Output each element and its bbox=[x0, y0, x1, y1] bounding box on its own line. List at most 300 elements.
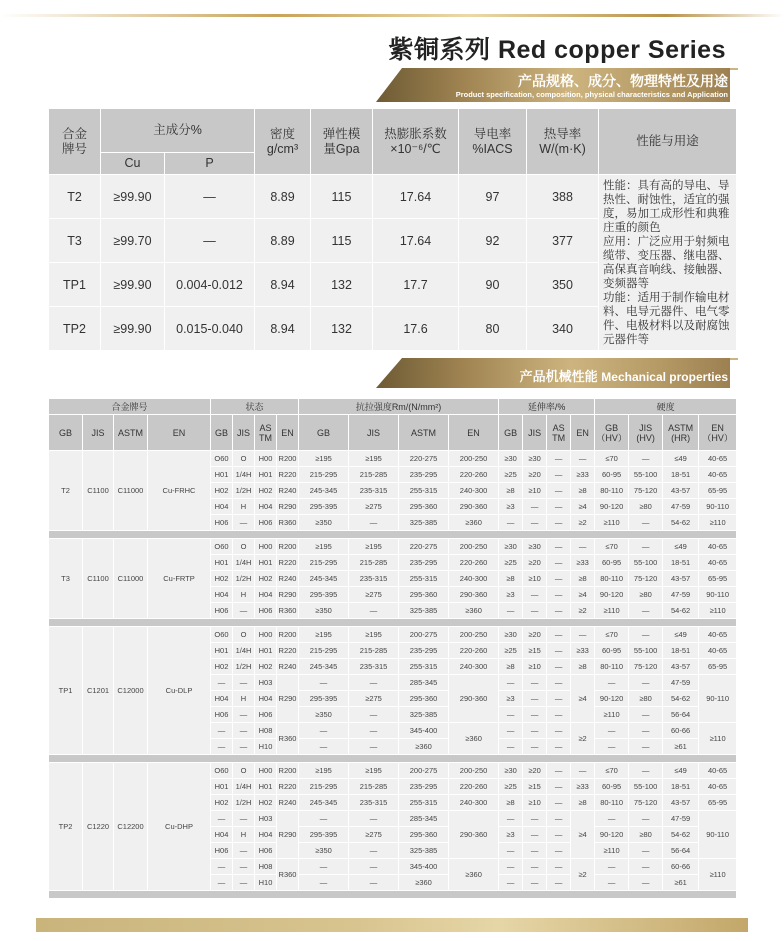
data-cell: — bbox=[547, 859, 571, 875]
data-cell: 240-300 bbox=[449, 795, 499, 811]
data-cell: 325-385 bbox=[399, 603, 449, 619]
spec-table bbox=[48, 108, 737, 351]
data-cell: H01 bbox=[211, 779, 233, 795]
data-cell: 240-300 bbox=[449, 659, 499, 675]
data-cell: ≥110 bbox=[595, 515, 629, 531]
data-cell: 290-360 bbox=[449, 499, 499, 515]
data-cell: — bbox=[595, 723, 629, 739]
data-cell: H04 bbox=[255, 827, 277, 843]
cell-modulus: 115 bbox=[311, 175, 373, 219]
data-cell: 40-65 bbox=[699, 555, 737, 571]
data-cell: — bbox=[547, 795, 571, 811]
data-cell: — bbox=[233, 675, 255, 691]
data-cell: 18-51 bbox=[663, 467, 699, 483]
data-cell: 215-285 bbox=[349, 779, 399, 795]
data-cell: 40-65 bbox=[699, 451, 737, 467]
header-grade: 合金牌号 bbox=[49, 399, 211, 415]
data-cell: H02 bbox=[255, 483, 277, 499]
data-cell: 255-315 bbox=[399, 659, 449, 675]
subheader-h_astm: ASTM (HR) bbox=[663, 415, 699, 451]
data-cell: 200-250 bbox=[449, 539, 499, 555]
data-cell: 65-95 bbox=[699, 659, 737, 675]
data-cell: H04 bbox=[255, 691, 277, 707]
data-cell: 1/2H bbox=[233, 483, 255, 499]
data-cell: 1/4H bbox=[233, 467, 255, 483]
data-cell: — bbox=[629, 675, 663, 691]
data-cell: 75-120 bbox=[629, 659, 663, 675]
data-cell: H06 bbox=[255, 843, 277, 859]
data-cell: — bbox=[629, 451, 663, 467]
data-cell: 75-120 bbox=[629, 795, 663, 811]
data-cell: — bbox=[523, 859, 547, 875]
data-cell: ≤70 bbox=[595, 539, 629, 555]
data-cell: ≥8 bbox=[499, 659, 523, 675]
data-cell: H02 bbox=[211, 795, 233, 811]
data-cell: ≥20 bbox=[523, 763, 547, 779]
data-cell: H06 bbox=[211, 515, 233, 531]
data-cell: ≥195 bbox=[349, 451, 399, 467]
data-cell: 345-400 bbox=[399, 859, 449, 875]
data-cell: — bbox=[211, 859, 233, 875]
section-title-en: Product specification, composition, physical characteristics and Application bbox=[455, 90, 728, 99]
header-elong: 延伸率/% bbox=[499, 399, 595, 415]
cell-conductivity: 97 bbox=[459, 175, 527, 219]
data-cell: 18-51 bbox=[663, 779, 699, 795]
cell-density: 8.94 bbox=[255, 263, 311, 307]
subheader-h_gb: GB （HV） bbox=[595, 415, 629, 451]
data-cell: H01 bbox=[255, 467, 277, 483]
data-cell: 40-65 bbox=[699, 539, 737, 555]
data-cell: ≥110 bbox=[595, 843, 629, 859]
data-cell: R360 bbox=[277, 603, 299, 619]
grade-astm: C11000 bbox=[114, 539, 148, 619]
data-cell: 220-260 bbox=[449, 555, 499, 571]
cell-alloy: TP2 bbox=[49, 307, 101, 351]
data-cell: — bbox=[211, 811, 233, 827]
data-cell: 245-345 bbox=[299, 659, 349, 675]
grade-jis: C1220 bbox=[83, 763, 114, 891]
data-cell: H02 bbox=[211, 483, 233, 499]
data-cell: R200 bbox=[277, 539, 299, 555]
data-cell: 255-315 bbox=[399, 483, 449, 499]
cell-expansion: 17.6 bbox=[373, 307, 459, 351]
data-cell: 220-275 bbox=[399, 451, 449, 467]
data-cell: O60 bbox=[211, 539, 233, 555]
data-cell: R240 bbox=[277, 571, 299, 587]
data-cell: — bbox=[547, 587, 571, 603]
data-cell: ≥30 bbox=[499, 627, 523, 643]
data-cell: ≤70 bbox=[595, 627, 629, 643]
cell-alloy: T3 bbox=[49, 219, 101, 263]
group-separator bbox=[49, 755, 737, 763]
data-cell: 235-295 bbox=[399, 555, 449, 571]
data-cell: H01 bbox=[211, 467, 233, 483]
data-cell: ≥350 bbox=[299, 603, 349, 619]
data-cell: — bbox=[547, 451, 571, 467]
data-cell: R220 bbox=[277, 467, 299, 483]
page-title: 紫铜系列 Red copper Series bbox=[388, 36, 726, 64]
data-cell: ≥110 bbox=[699, 603, 737, 619]
data-cell: ≥80 bbox=[629, 587, 663, 603]
data-cell: — bbox=[233, 859, 255, 875]
data-cell: ≥110 bbox=[595, 707, 629, 723]
data-cell: 60-66 bbox=[663, 859, 699, 875]
data-cell: 54-62 bbox=[663, 603, 699, 619]
data-cell: 1/4H bbox=[233, 779, 255, 795]
data-cell: — bbox=[211, 875, 233, 891]
header-temper: 状态 bbox=[211, 399, 299, 415]
data-cell: 290-360 bbox=[449, 587, 499, 603]
data-cell: 60-95 bbox=[595, 779, 629, 795]
data-cell: — bbox=[499, 875, 523, 891]
cell-p: 0.015-0.040 bbox=[165, 307, 255, 351]
data-cell: H01 bbox=[255, 779, 277, 795]
data-cell: — bbox=[547, 739, 571, 755]
data-cell: ≥350 bbox=[299, 707, 349, 723]
data-cell: — bbox=[233, 603, 255, 619]
cell-alloy: TP1 bbox=[49, 263, 101, 307]
cell-expansion: 17.64 bbox=[373, 175, 459, 219]
data-cell: H01 bbox=[211, 643, 233, 659]
data-cell: ≥10 bbox=[523, 571, 547, 587]
data-cell: R220 bbox=[277, 779, 299, 795]
header-alloy: 合金 牌号 bbox=[49, 109, 101, 175]
data-cell: 200-250 bbox=[449, 451, 499, 467]
table-row bbox=[49, 175, 737, 219]
data-cell: H03 bbox=[255, 811, 277, 827]
data-cell: ≥30 bbox=[523, 451, 547, 467]
data-cell: R290 bbox=[277, 499, 299, 515]
data-cell: — bbox=[629, 539, 663, 555]
data-cell: ≤70 bbox=[595, 763, 629, 779]
cell-cu: ≥99.90 bbox=[101, 175, 165, 219]
data-cell: — bbox=[629, 707, 663, 723]
table-row bbox=[49, 539, 737, 555]
data-cell: — bbox=[523, 675, 547, 691]
data-cell: — bbox=[571, 627, 595, 643]
data-cell: — bbox=[233, 515, 255, 531]
data-cell: 215-285 bbox=[349, 555, 399, 571]
data-cell: 240-300 bbox=[449, 571, 499, 587]
data-cell: 55-100 bbox=[629, 643, 663, 659]
data-cell: 56-64 bbox=[663, 843, 699, 859]
data-cell: — bbox=[595, 675, 629, 691]
data-cell: 90-110 bbox=[699, 811, 737, 859]
data-cell: R290 bbox=[277, 675, 299, 723]
data-cell: — bbox=[547, 571, 571, 587]
data-cell: O bbox=[233, 539, 255, 555]
data-cell: ≥2 bbox=[571, 515, 595, 531]
data-cell: 220-260 bbox=[449, 779, 499, 795]
data-cell: 60-95 bbox=[595, 555, 629, 571]
data-cell: — bbox=[299, 811, 349, 827]
group-separator bbox=[49, 619, 737, 627]
data-cell: — bbox=[499, 859, 523, 875]
data-cell: — bbox=[349, 811, 399, 827]
data-cell: 1/2H bbox=[233, 659, 255, 675]
header-tensile: 抗拉强度Rm/(N/mm²) bbox=[299, 399, 499, 415]
data-cell: 54-62 bbox=[663, 515, 699, 531]
subheader-jis: JIS bbox=[83, 415, 114, 451]
data-cell: ≥2 bbox=[571, 603, 595, 619]
data-cell: 245-345 bbox=[299, 483, 349, 499]
data-cell: — bbox=[547, 763, 571, 779]
data-cell: 215-295 bbox=[299, 643, 349, 659]
data-cell: H bbox=[233, 499, 255, 515]
data-cell: O60 bbox=[211, 763, 233, 779]
data-cell: H06 bbox=[255, 603, 277, 619]
subheader-gb: GB bbox=[211, 415, 233, 451]
data-cell: ≥10 bbox=[523, 659, 547, 675]
header-row bbox=[49, 399, 737, 415]
data-cell: — bbox=[547, 691, 571, 707]
data-cell: — bbox=[349, 739, 399, 755]
data-cell: 200-275 bbox=[399, 763, 449, 779]
data-cell: 80-110 bbox=[595, 795, 629, 811]
data-cell: — bbox=[499, 723, 523, 739]
data-cell: ≥61 bbox=[663, 875, 699, 891]
data-cell: H06 bbox=[255, 515, 277, 531]
data-cell: — bbox=[523, 811, 547, 827]
data-cell: ≥25 bbox=[499, 555, 523, 571]
data-cell: ≥80 bbox=[629, 499, 663, 515]
data-cell: R240 bbox=[277, 483, 299, 499]
data-cell: — bbox=[547, 675, 571, 691]
data-cell: 295-360 bbox=[399, 499, 449, 515]
data-cell: 290-360 bbox=[449, 675, 499, 723]
data-cell: — bbox=[499, 707, 523, 723]
data-cell: ≥350 bbox=[299, 843, 349, 859]
data-cell: — bbox=[523, 843, 547, 859]
data-cell: R290 bbox=[277, 587, 299, 603]
data-cell: ≥8 bbox=[499, 571, 523, 587]
data-cell: H bbox=[233, 827, 255, 843]
data-cell: ≥10 bbox=[523, 483, 547, 499]
data-cell: — bbox=[233, 811, 255, 827]
data-cell: — bbox=[499, 675, 523, 691]
data-cell: — bbox=[349, 707, 399, 723]
data-cell: ≥360 bbox=[449, 603, 499, 619]
data-cell: 1/4H bbox=[233, 643, 255, 659]
data-cell: ≥20 bbox=[523, 627, 547, 643]
data-cell: — bbox=[595, 811, 629, 827]
header-composition: 主成分% bbox=[101, 109, 255, 153]
data-cell: 43-57 bbox=[663, 483, 699, 499]
data-cell: ≥110 bbox=[699, 723, 737, 755]
data-cell: 345-400 bbox=[399, 723, 449, 739]
data-cell: — bbox=[211, 675, 233, 691]
data-cell: 295-360 bbox=[399, 827, 449, 843]
grade-astm: C12200 bbox=[114, 763, 148, 891]
top-rule bbox=[0, 14, 784, 17]
data-cell: ≥15 bbox=[523, 779, 547, 795]
data-cell: 55-100 bbox=[629, 467, 663, 483]
data-cell: — bbox=[629, 627, 663, 643]
section2-title-cn: 产品机械性能 bbox=[519, 369, 598, 384]
data-cell: — bbox=[233, 707, 255, 723]
subheader-astm: ASTM bbox=[399, 415, 449, 451]
data-cell: — bbox=[595, 859, 629, 875]
data-cell: 47-59 bbox=[663, 811, 699, 827]
data-cell: 75-120 bbox=[629, 483, 663, 499]
section-title-cn: 产品规格、成分、物理特性及用途 bbox=[518, 73, 728, 89]
subheader-jis: JIS bbox=[349, 415, 399, 451]
section2-title bbox=[520, 366, 728, 385]
data-cell: — bbox=[629, 603, 663, 619]
data-cell: 215-285 bbox=[349, 643, 399, 659]
data-cell: H10 bbox=[255, 739, 277, 755]
data-cell: R200 bbox=[277, 763, 299, 779]
data-cell: O bbox=[233, 763, 255, 779]
data-cell: ≥80 bbox=[629, 691, 663, 707]
data-cell: ≥275 bbox=[349, 827, 399, 843]
data-cell: — bbox=[547, 875, 571, 891]
subheader-en: EN bbox=[449, 415, 499, 451]
data-cell: 47-59 bbox=[663, 587, 699, 603]
data-cell: ≥195 bbox=[299, 451, 349, 467]
data-cell: R220 bbox=[277, 555, 299, 571]
cell-cu: ≥99.90 bbox=[101, 307, 165, 351]
data-cell: — bbox=[499, 515, 523, 531]
data-cell: — bbox=[571, 539, 595, 555]
cell-cu: ≥99.90 bbox=[101, 263, 165, 307]
data-cell: — bbox=[523, 739, 547, 755]
table-row bbox=[49, 627, 737, 643]
separator-cell bbox=[49, 531, 737, 539]
section2-title-en: Mechanical properties bbox=[601, 370, 728, 384]
data-cell: ≥8 bbox=[571, 571, 595, 587]
data-cell: 55-100 bbox=[629, 779, 663, 795]
subheader-temper_astm: AS TM bbox=[547, 415, 571, 451]
data-cell: 235-315 bbox=[349, 571, 399, 587]
data-cell: H01 bbox=[255, 555, 277, 571]
cell-density: 8.89 bbox=[255, 219, 311, 263]
data-cell: ≥33 bbox=[571, 555, 595, 571]
data-cell: ≥360 bbox=[399, 875, 449, 891]
data-cell: ≥195 bbox=[349, 539, 399, 555]
header-modulus: 弹性模 量Gpa bbox=[311, 109, 373, 175]
header-cu: Cu bbox=[101, 153, 165, 175]
separator-cell bbox=[49, 891, 737, 899]
data-cell: — bbox=[299, 723, 349, 739]
data-cell: H03 bbox=[255, 675, 277, 691]
data-cell: H00 bbox=[255, 539, 277, 555]
data-cell: 90-120 bbox=[595, 587, 629, 603]
data-cell: ≥3 bbox=[499, 691, 523, 707]
header-row bbox=[49, 109, 737, 153]
data-cell: 325-385 bbox=[399, 515, 449, 531]
header-p: P bbox=[165, 153, 255, 175]
data-cell: — bbox=[523, 603, 547, 619]
cell-thermal: 388 bbox=[527, 175, 599, 219]
data-cell: 235-315 bbox=[349, 483, 399, 499]
data-cell: — bbox=[547, 827, 571, 843]
data-cell: ≥4 bbox=[571, 587, 595, 603]
data-cell: — bbox=[547, 659, 571, 675]
data-cell: — bbox=[629, 811, 663, 827]
data-cell: 295-395 bbox=[299, 587, 349, 603]
data-cell: — bbox=[629, 515, 663, 531]
data-cell: — bbox=[547, 603, 571, 619]
data-cell: 235-315 bbox=[349, 795, 399, 811]
data-cell: ≥8 bbox=[571, 795, 595, 811]
data-cell: — bbox=[499, 811, 523, 827]
data-cell: 285-345 bbox=[399, 811, 449, 827]
data-cell: H04 bbox=[255, 587, 277, 603]
data-cell: H02 bbox=[211, 571, 233, 587]
data-cell: — bbox=[523, 499, 547, 515]
data-cell: — bbox=[547, 627, 571, 643]
subheader-en: EN bbox=[277, 415, 299, 451]
data-cell: ≥4 bbox=[571, 811, 595, 859]
data-cell: H02 bbox=[211, 659, 233, 675]
header-usage: 性能与用途 bbox=[599, 109, 737, 175]
data-cell: — bbox=[233, 875, 255, 891]
cell-thermal: 377 bbox=[527, 219, 599, 263]
table-row bbox=[49, 763, 737, 779]
subheader-gb: GB bbox=[499, 415, 523, 451]
data-cell: ≥30 bbox=[499, 763, 523, 779]
data-cell: 60-95 bbox=[595, 467, 629, 483]
data-cell: H06 bbox=[211, 707, 233, 723]
data-cell: ≤49 bbox=[663, 539, 699, 555]
data-cell: H00 bbox=[255, 763, 277, 779]
grade-gb: T3 bbox=[49, 539, 83, 619]
data-cell: 90-110 bbox=[699, 587, 737, 603]
data-cell: — bbox=[629, 763, 663, 779]
data-cell: ≥80 bbox=[629, 827, 663, 843]
subheader-jis: JIS bbox=[233, 415, 255, 451]
data-cell: 235-295 bbox=[399, 779, 449, 795]
data-cell: 75-120 bbox=[629, 571, 663, 587]
group-separator bbox=[49, 891, 737, 899]
data-cell: ≥195 bbox=[299, 539, 349, 555]
grade-en: Cu-DLP bbox=[148, 627, 211, 755]
data-cell: — bbox=[299, 739, 349, 755]
data-cell: — bbox=[547, 555, 571, 571]
grade-gb: TP2 bbox=[49, 763, 83, 891]
data-cell: R360 bbox=[277, 859, 299, 891]
data-cell: ≥195 bbox=[299, 763, 349, 779]
cell-cu: ≥99.70 bbox=[101, 219, 165, 263]
header-row bbox=[49, 415, 737, 451]
data-cell: ≥2 bbox=[571, 859, 595, 891]
data-cell: — bbox=[349, 875, 399, 891]
data-cell: — bbox=[349, 675, 399, 691]
data-cell: — bbox=[299, 675, 349, 691]
data-cell: ≥3 bbox=[499, 499, 523, 515]
data-cell: 1/4H bbox=[233, 555, 255, 571]
subheader-gb: GB bbox=[299, 415, 349, 451]
data-cell: — bbox=[547, 707, 571, 723]
data-cell: ≥195 bbox=[299, 627, 349, 643]
grade-en: Cu-FRHC bbox=[148, 451, 211, 531]
data-cell: ≥8 bbox=[571, 659, 595, 675]
data-cell: 240-300 bbox=[449, 483, 499, 499]
data-cell: R220 bbox=[277, 643, 299, 659]
data-cell: 285-345 bbox=[399, 675, 449, 691]
data-cell: ≥33 bbox=[571, 643, 595, 659]
data-cell: — bbox=[629, 843, 663, 859]
data-cell: 215-295 bbox=[299, 467, 349, 483]
data-cell: O bbox=[233, 627, 255, 643]
data-cell: — bbox=[547, 843, 571, 859]
data-cell: ≥8 bbox=[499, 795, 523, 811]
data-cell: 80-110 bbox=[595, 571, 629, 587]
data-cell: — bbox=[349, 603, 399, 619]
data-cell: — bbox=[299, 875, 349, 891]
data-cell: 40-65 bbox=[699, 643, 737, 659]
